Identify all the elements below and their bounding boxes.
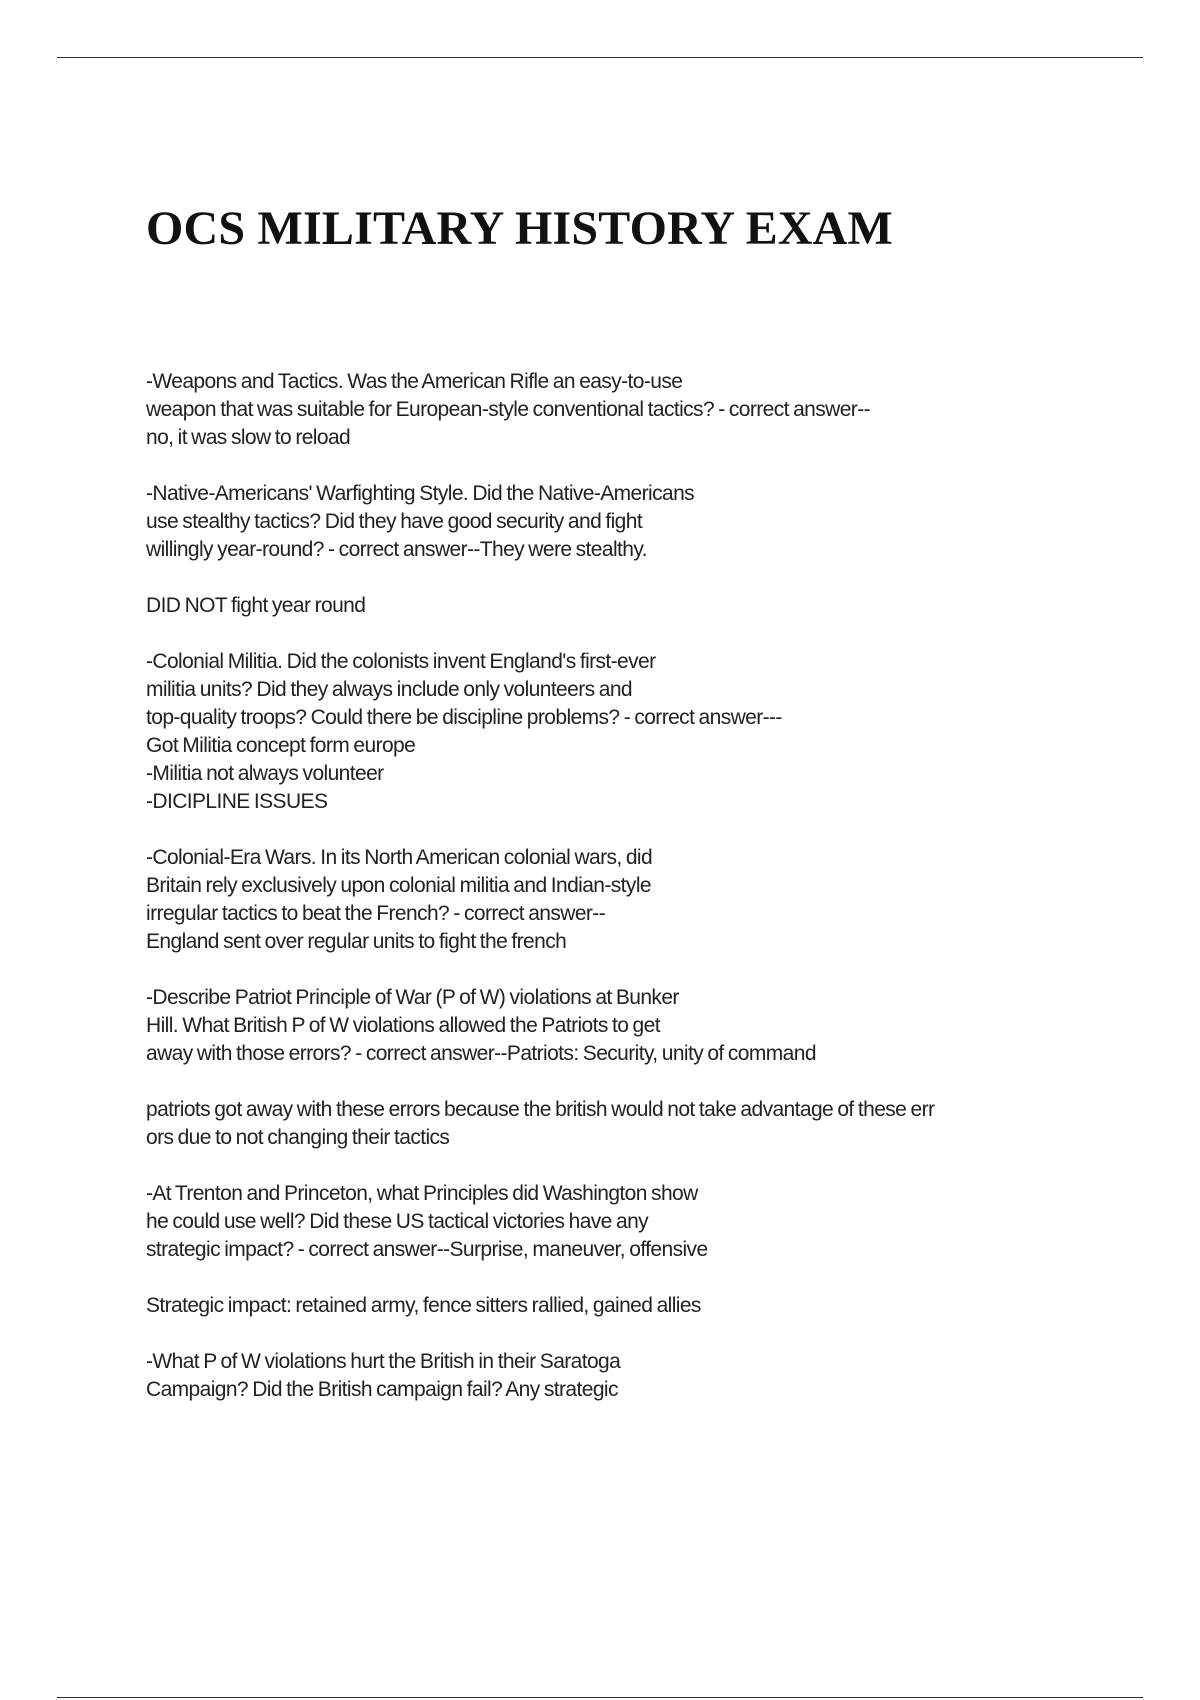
text-line: -Colonial-Era Wars. In its North American colonial wars, did [146,846,653,869]
text-line: -At Trenton and Princeton, what Principles did Washington show [146,1182,698,1205]
text-line: Hill. What British P of W violations allowed the Patriots to get [146,1014,660,1037]
qa-paragraph [146,1348,1146,1404]
qa-paragraph [146,648,1146,816]
bottom-divider [57,1697,1143,1698]
text-line: -Native-Americans' Warfighting Style. Did the Native-Americans [146,482,695,505]
qa-paragraph [146,368,1146,452]
text-line: willingly year-round? - correct answer--They were stealthy. [146,538,647,561]
document-body [146,368,1146,1432]
qa-paragraph [146,1292,1146,1320]
text-line: England sent over regular units to fight the french [146,930,567,953]
text-line: Campaign? Did the British campaign fail? Any strategic [146,1378,618,1401]
text-line: -Describe Patriot Principle of War (P of W) violations at Bunker [146,986,679,1009]
text-line: -What P of W violations hurt the British in their Saratoga [146,1350,621,1373]
text-line: use stealthy tactics? Did they have good security and fight [146,510,643,533]
text-line: he could use well? Did these US tactical victories have any [146,1210,649,1233]
text-line: no, it was slow to reload [146,426,351,449]
text-line: -Militia not always volunteer [146,762,384,785]
text-line: away with those errors? - correct answer--Patriots: Security, unity of command [146,1042,816,1065]
qa-paragraph [146,984,1146,1068]
text-line: militia units? Did they always include only volunteers and [146,678,632,701]
page-title: OCS MILITARY HISTORY EXAM [146,202,894,255]
text-line: strategic impact? - correct answer--Surprise, maneuver, offensive [146,1238,708,1261]
text-line: Strategic impact: retained army, fence sitters rallied, gained allies [146,1294,701,1317]
text-line: irregular tactics to beat the French? - correct answer-- [146,902,606,925]
qa-paragraph [146,1180,1146,1264]
text-line: ors due to not changing their tactics [146,1126,450,1149]
text-line: -Weapons and Tactics. Was the American Rifle an easy-to-use [146,370,683,393]
text-line: Britain rely exclusively upon colonial militia and Indian-style [146,874,651,897]
qa-paragraph [146,844,1146,956]
text-line: patriots got away with these errors because the british would not take advantage of these err [146,1098,935,1121]
qa-paragraph [146,480,1146,564]
text-line: -DICIPLINE ISSUES [146,790,328,813]
qa-paragraph [146,592,1146,620]
qa-paragraph [146,1096,1146,1152]
text-line: top-quality troops? Could there be discipline problems? - correct answer--- [146,706,782,729]
top-divider [57,57,1143,58]
text-line: Got Militia concept form europe [146,734,416,757]
text-line: DID NOT fight year round [146,594,366,617]
text-line: weapon that was suitable for European-style conventional tactics? - correct answer-- [146,398,870,421]
text-line: -Colonial Militia. Did the colonists invent England's first-ever [146,650,656,673]
